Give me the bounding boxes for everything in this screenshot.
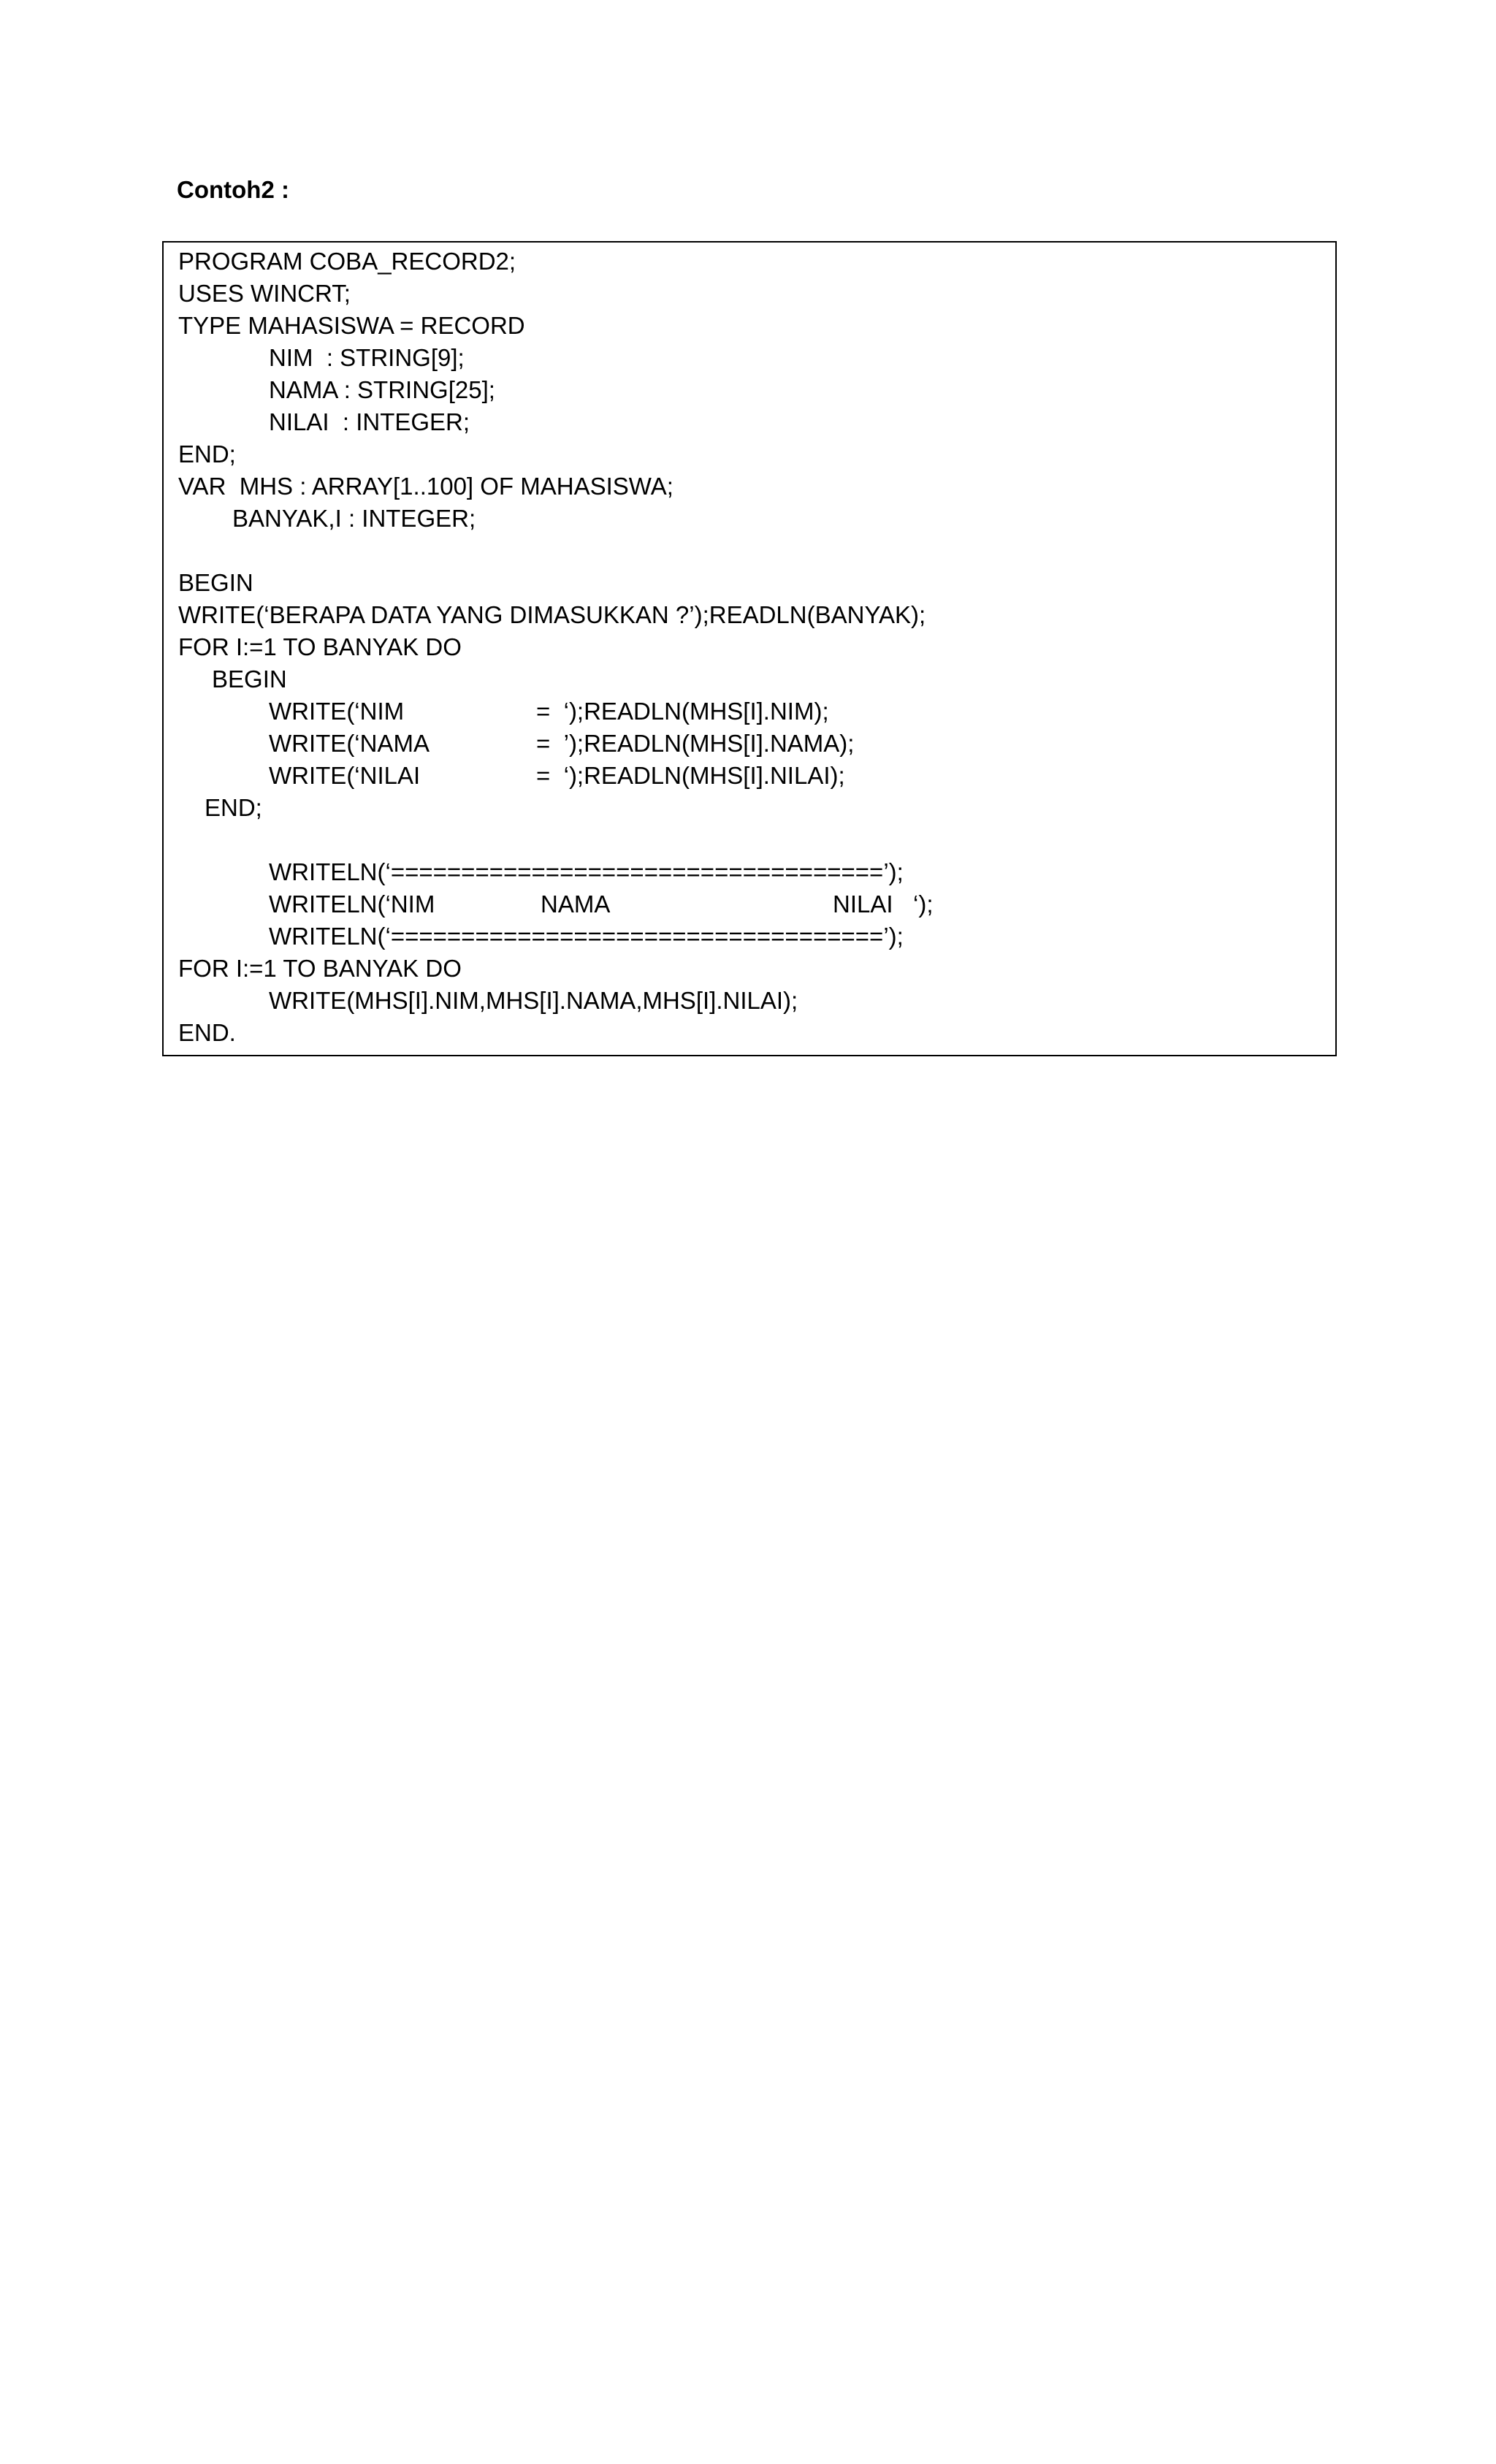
code-line-write-nilai <box>269 760 926 792</box>
header-nama-label: NAMA <box>541 890 611 918</box>
code-line-for-input: FOR I:=1 TO BANYAK DO <box>178 633 462 660</box>
code-line-write-nim <box>269 695 926 728</box>
write-nama-read: = ’);READLN(MHS[I].NAMA); <box>536 730 855 757</box>
code-line-write-nama <box>269 728 926 760</box>
header-nim-label: WRITELN(‘NIM <box>269 890 435 918</box>
code-line-begin: BEGIN <box>178 569 253 596</box>
code-line-for-output: FOR I:=1 TO BANYAK DO <box>178 955 462 982</box>
code-line-write-record: WRITE(MHS[I].NIM,MHS[I].NAMA,MHS[I].NILAI); <box>269 987 798 1014</box>
code-listing-box <box>162 241 1337 1056</box>
code-line-writeln-separator-bottom: WRITELN(‘===================================’); <box>269 923 904 950</box>
write-nilai-label: WRITE(‘NILAI <box>269 762 421 789</box>
code-line-end-program: END. <box>178 1019 236 1046</box>
code-line-end-record: END; <box>178 440 236 468</box>
code-line-field-nim: NIM : STRING[9]; <box>269 344 465 371</box>
header-nilai-label: NILAI ‘); <box>833 890 934 918</box>
code-line-program: PROGRAM COBA_RECORD2; <box>178 248 516 275</box>
write-nama-label: WRITE(‘NAMA <box>269 730 430 757</box>
example-heading: Contoh2 : <box>177 176 289 203</box>
code-line-uses: USES WINCRT; <box>178 280 351 307</box>
write-nilai-read: = ‘);READLN(MHS[I].NILAI); <box>536 762 845 789</box>
code-line-var-banyak: BANYAK,I : INTEGER; <box>232 505 476 532</box>
code-line-write-prompt: WRITE(‘BERAPA DATA YANG DIMASUKKAN ?’);READLN(BANYAK); <box>178 601 926 628</box>
code-line-type: TYPE MAHASISWA = RECORD <box>178 312 525 339</box>
code-line-var: VAR MHS : ARRAY[1..100] OF MAHASISWA; <box>178 473 673 500</box>
code-line-inner-end: END; <box>205 794 262 821</box>
code-line-writeln-header <box>269 888 999 920</box>
code-line-writeln-separator-top: WRITELN(‘===================================’); <box>269 858 904 885</box>
write-nim-read: = ‘);READLN(MHS[I].NIM); <box>536 698 829 725</box>
code-line-inner-begin: BEGIN <box>212 665 287 693</box>
code-line-field-nilai: NILAI : INTEGER; <box>269 408 470 435</box>
code-line-field-nama: NAMA : STRING[25]; <box>269 376 495 403</box>
write-nim-label: WRITE(‘NIM <box>269 698 405 725</box>
